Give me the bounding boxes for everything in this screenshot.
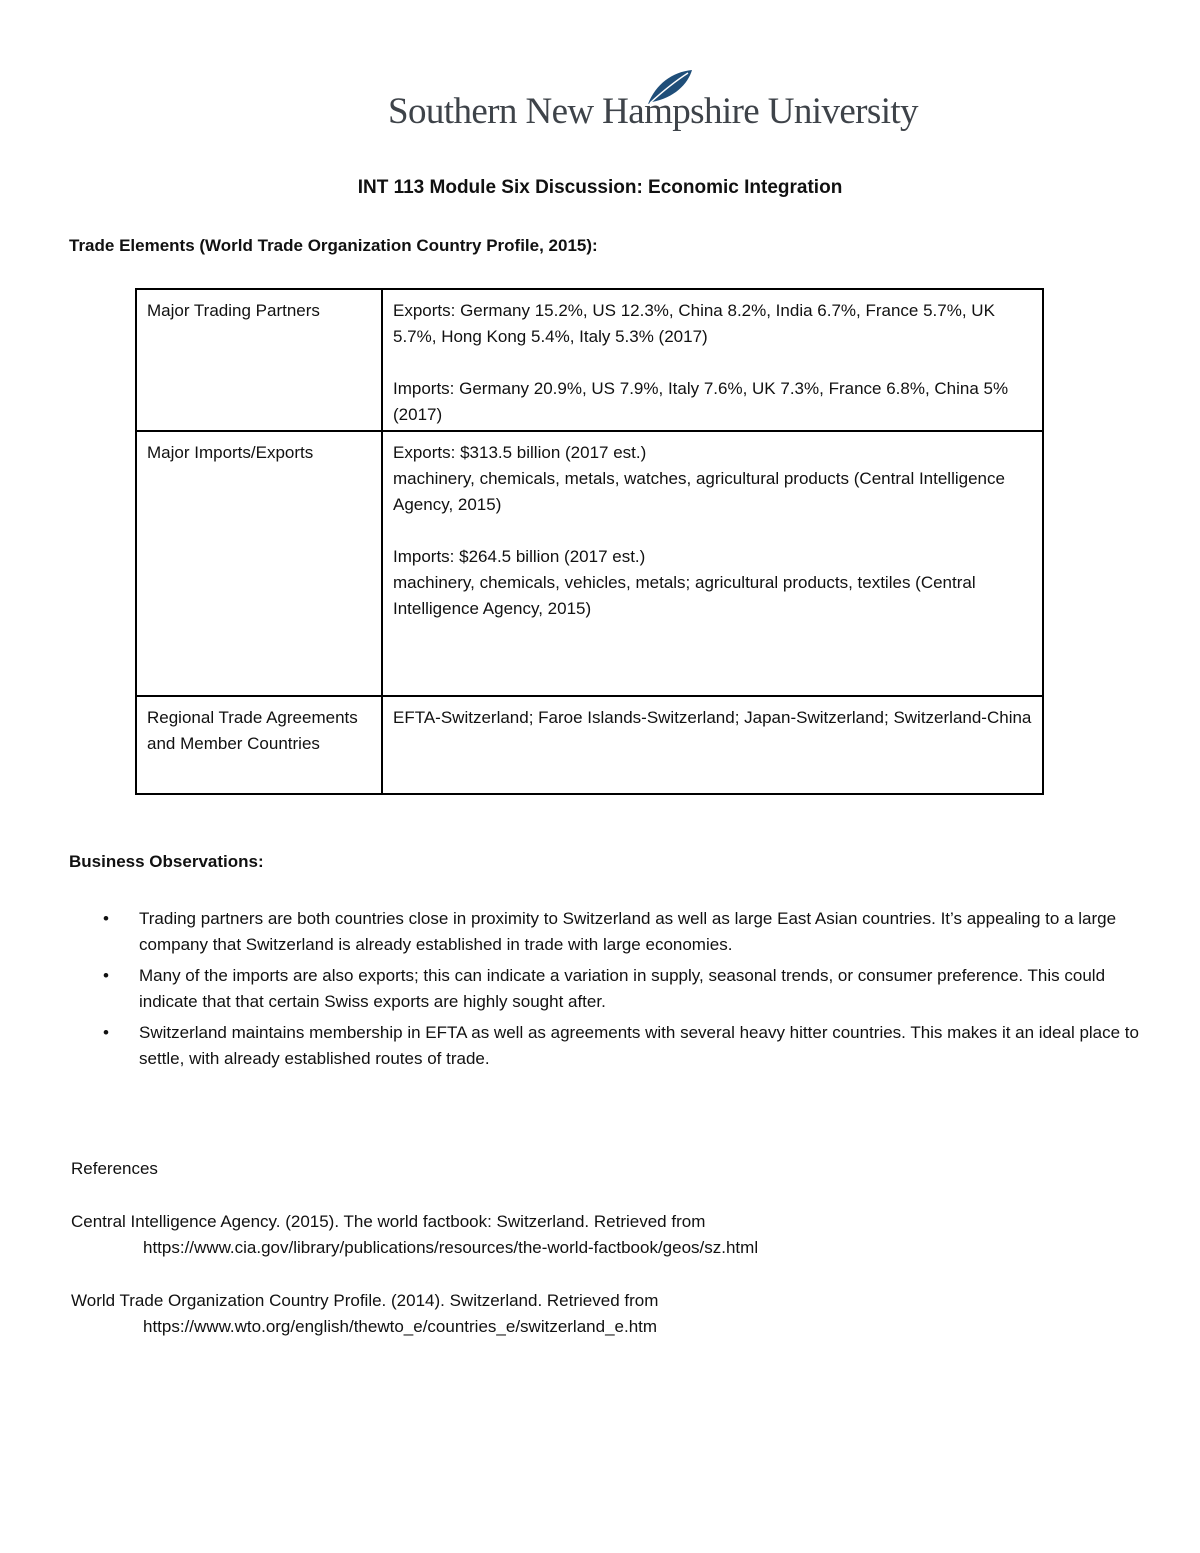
document-title: INT 113 Module Six Discussion: Economic Integration — [357, 177, 843, 198]
bullet: • — [103, 966, 109, 985]
row-label: Regional Trade Agreements and Member Countries — [136, 696, 382, 794]
list-item — [69, 1020, 1139, 1072]
bullet: • — [103, 1023, 109, 1042]
reference-citation: World Trade Organization Country Profile. (2014). Switzerland. Retrieved from — [71, 1291, 659, 1310]
trade-elements-heading: Trade Elements (World Trade Organization Country Profile, 2015): — [69, 236, 598, 255]
list-item — [69, 906, 1139, 958]
row-value — [382, 289, 1043, 431]
reference-url[interactable]: https://www.cia.gov/library/publications/resources/the-world-factbook/geos/sz.html — [143, 1238, 759, 1257]
exports-value: Exports: $313.5 billion (2017 est.) — [393, 443, 647, 462]
exports-partners: Exports: Germany 15.2%, US 12.3%, China 8.2%, India 6.7%, France 5.7%, UK 5.7%, Hong Kong 5.4%, Italy 5.3% (2017) — [393, 301, 995, 346]
imports-partners: Imports: Germany 20.9%, US 7.9%, Italy 7.6%, UK 7.3%, France 6.8%, China 5% (2017) — [393, 379, 1009, 424]
list-item — [69, 963, 1139, 1015]
table-row — [136, 696, 1043, 794]
row-value — [382, 431, 1043, 696]
business-observations-heading: Business Observations: — [69, 852, 264, 871]
list-item-text: Trading partners are both countries close in proximity to Switzerland as well as large East Asian countries. It’s appealing to a large company that Switzerland is already established in trade with large economies. — [139, 909, 1117, 954]
trade-elements-table — [135, 288, 1044, 795]
imports-value: Imports: $264.5 billion (2017 est.) — [393, 547, 646, 566]
row-value: EFTA-Switzerland; Faroe Islands-Switzerland; Japan-Switzerland; Switzerland-China — [382, 696, 1043, 794]
bullet: • — [103, 909, 109, 928]
observations-list — [69, 906, 1139, 1077]
reference-entry — [71, 1288, 1151, 1340]
table-row — [136, 289, 1043, 431]
exports-detail: machinery, chemicals, metals, watches, agricultural products (Central Intelligence Agency, 2015) — [393, 469, 1005, 514]
university-logo — [386, 68, 918, 138]
list-item-text: Switzerland maintains membership in EFTA as well as agreements with several heavy hitter countries. This makes it an ideal place to settle, with already established routes of trade. — [139, 1023, 1139, 1068]
logo-text: Southern New Hampshire University — [388, 91, 918, 132]
list-item-text: Many of the imports are also exports; this can indicate a variation in supply, seasonal trends, or consumer preference. This could indicate that that certain Swiss exports are highly sought after. — [139, 966, 1106, 1011]
references-heading: References — [71, 1159, 158, 1178]
references-section — [71, 1156, 1151, 1367]
reference-url[interactable]: https://www.wto.org/english/thewto_e/countries_e/switzerland_e.htm — [143, 1317, 658, 1336]
table-row — [136, 431, 1043, 696]
row-label: Major Trading Partners — [136, 289, 382, 431]
reference-entry — [71, 1209, 1151, 1261]
imports-detail: machinery, chemicals, vehicles, metals; agricultural products, textiles (Central Intelligence Agency, 2015) — [393, 573, 976, 618]
reference-citation: Central Intelligence Agency. (2015). The world factbook: Switzerland. Retrieved from — [71, 1212, 706, 1231]
row-label: Major Imports/Exports — [136, 431, 382, 696]
